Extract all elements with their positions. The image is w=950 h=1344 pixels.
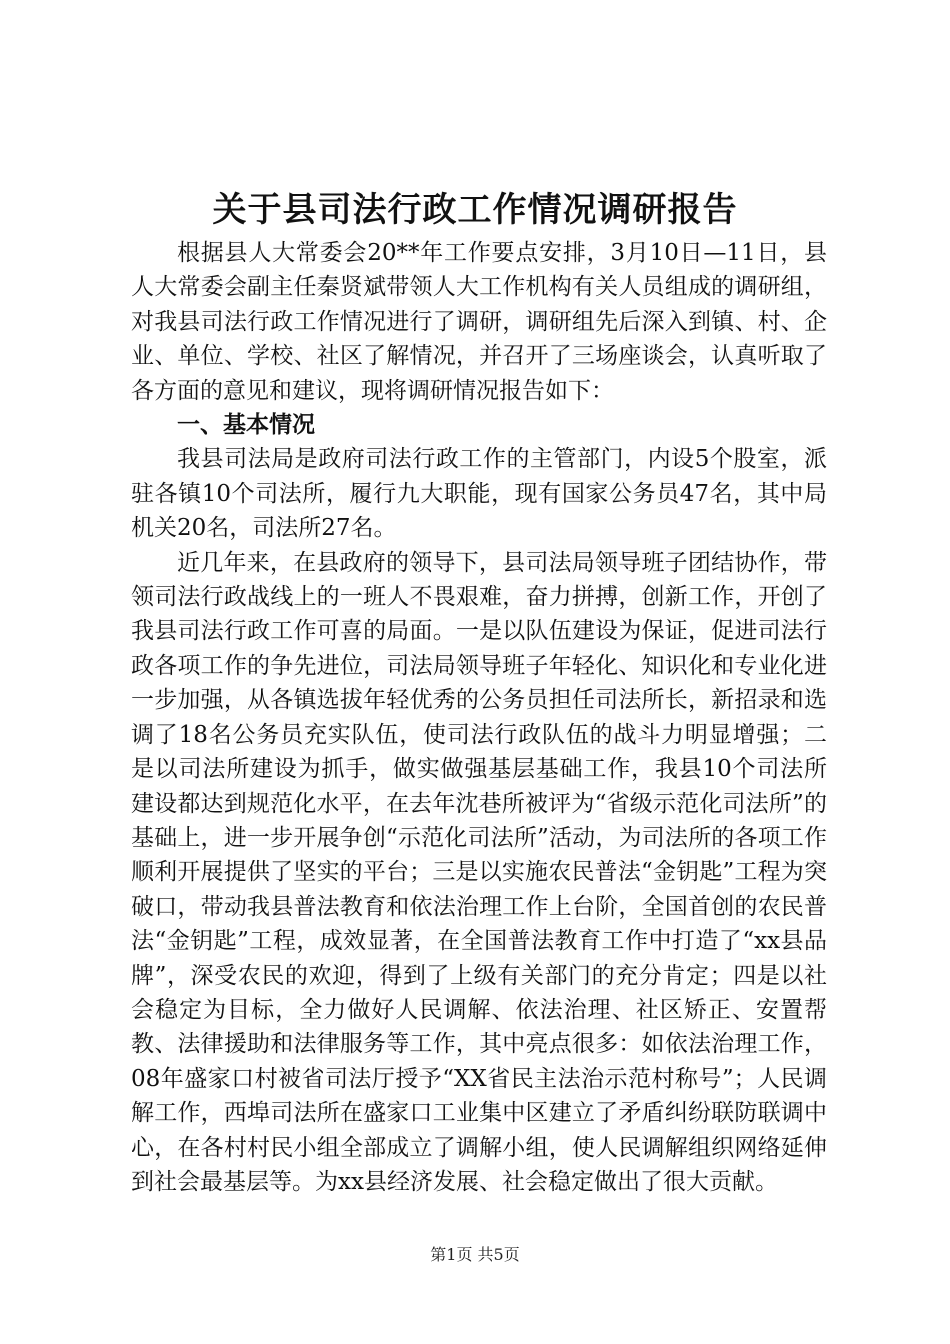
page-number-indicator: 第1页 共5页: [430, 1245, 520, 1264]
page-footer: [0, 1244, 950, 1266]
document-title: 关于县司法行政工作情况调研报告: [212, 190, 738, 230]
section-paragraph: 我县司法局是政府司法行政工作的主管部门，内设5个股室，派驻各镇10个司法所，履行九大职能，现有国家公务员47名，其中局机关20名，司法所27名。: [131, 446, 827, 542]
intro-paragraph: 根据县人大常委会20**年工作要点安排，3月10日—11日，县人大常委会副主任秦贤斌带领人大工作机构有关人员组成的调研组，对我县司法行政工作情况进行了调研，调研组先后深入到镇、村、企业、单位、学校、社区了解情况，并召开了三场座谈会，认真听取了各方面的意见和建议，现将调研情况报告如下：: [131, 240, 827, 404]
document-body: [131, 236, 827, 1199]
section-heading-basic-situation: 一、基本情况: [177, 411, 315, 439]
section-paragraph: 近几年来，在县政府的领导下，县司法局领导班子团结协作，带领司法行政战线上的一班人不畏艰难，奋力拼搏，创新工作，开创了我县司法行政工作可喜的局面。一是以队伍建设为保证，促进司法行政各项工作的争先进位，司法局领导班子年轻化、知识化和专业化进一步加强，从各镇选拔年轻优秀的公务员担任司法所长，新招录和选调了18名公务员充实队伍，使司法行政队伍的战斗力明显增强；二是以司法所建设为抓手，做实做强基层基础工作，我县10个司法所建设都达到规范化水平，在去年沈巷所被评为“省级示范化司法所”的基础上，进一步开展争创“示范化司法所”活动，为司法所的各项工作顺利开展提供了坚实的平台；三是以实施农民普法“金钥匙”工程为突破口，带动我县普法教育和依法治理工作上台阶，全国首创的农民普法“金钥匙”工程，成效显著，在全国普法教育工作中打造了“xx县品牌”，深受农民的欢迎，得到了上级有关部门的充分肯定；四是以社会稳定为目标，全力做好人民调解、依法治理、社区矫正、安置帮教、法律援助和法律服务等工作，其中亮点很多：如依法治理工作，08年盛家口村被省司法厅授予“XX省民主法治示范村称号”；人民调解工作，西埠司法所在盛家口工业集中区建立了矛盾纠纷联防联调中心，在各村村民小组全部成立了调解小组，使人民调解组织网络延伸到社会最基层等。为xx县经济发展、社会稳定做出了很大贡献。: [131, 549, 827, 1195]
